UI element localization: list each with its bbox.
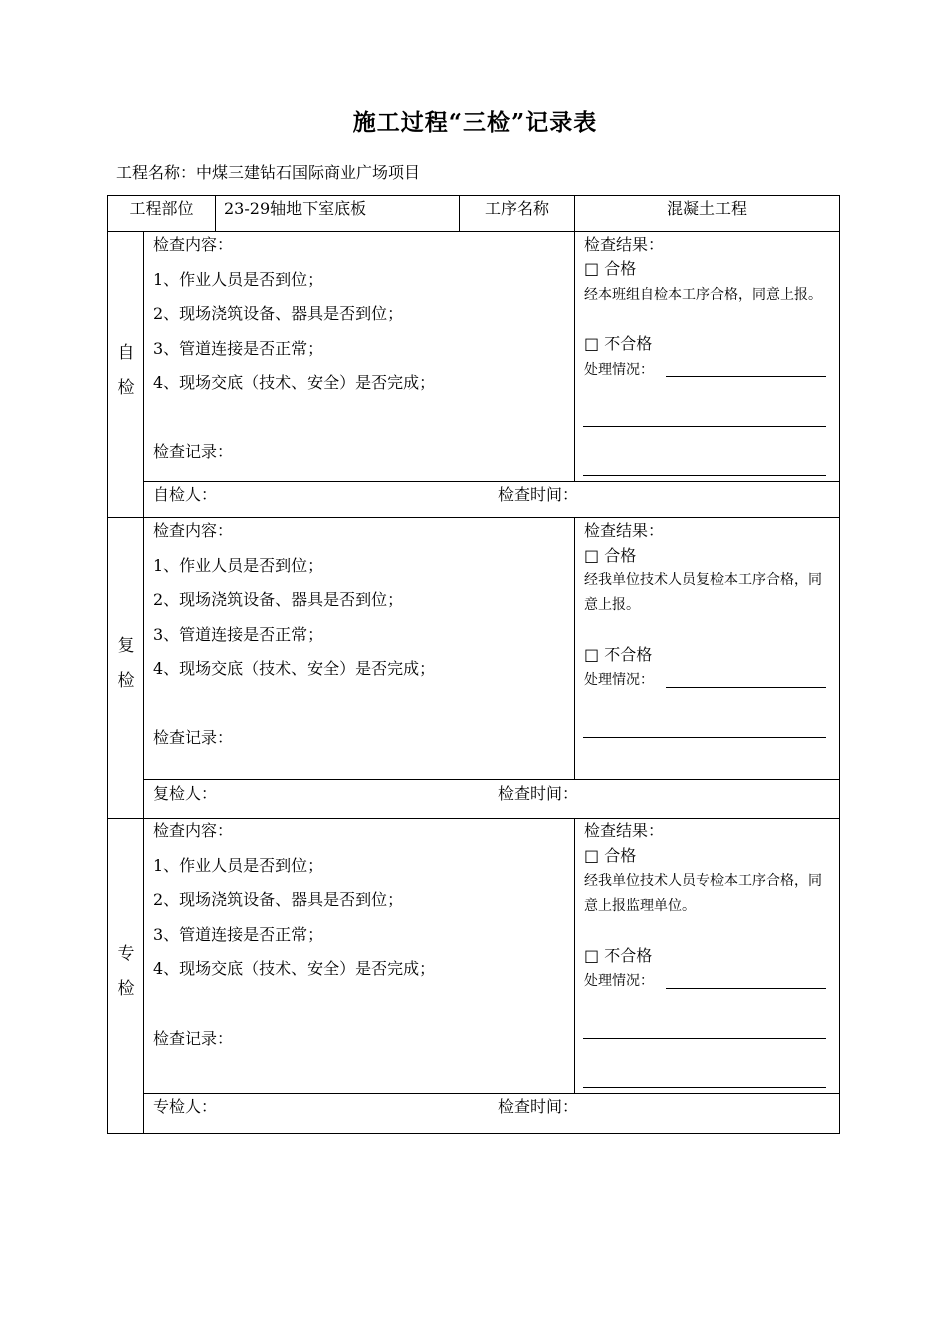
- record-label: 检查记录：: [153, 1029, 234, 1048]
- handling-line: [583, 1087, 826, 1088]
- fail-checkbox[interactable]: □ 不合格: [584, 946, 653, 965]
- handling-line: [583, 475, 826, 476]
- part-value: 23-29轴地下室底板: [224, 199, 367, 218]
- inspector-label: 自检人：: [153, 485, 218, 504]
- handling-line: [583, 737, 826, 738]
- result-label: 检查结果：: [584, 235, 665, 254]
- handling-label: 处理情况：: [584, 362, 654, 378]
- record-label: 检查记录：: [153, 442, 234, 461]
- time-label: 检查时间：: [498, 784, 579, 803]
- check-item: 2、现场浇筑设备、器具是否到位；: [153, 304, 404, 323]
- project-value: 中煤三建钻石国际商业广场项目: [196, 163, 421, 182]
- page-title: 施工过程“三检”记录表: [352, 109, 598, 136]
- record-label: 检查记录：: [153, 728, 234, 747]
- pass-note: 经本班组自检本工序合格，同意上报。: [584, 287, 822, 303]
- result-label: 检查结果：: [584, 821, 665, 840]
- time-label: 检查时间：: [498, 1097, 579, 1116]
- result-label: 检查结果：: [584, 521, 665, 540]
- project-name: [116, 160, 420, 183]
- inspector-label: 专检人：: [153, 1097, 218, 1116]
- process-value: 混凝土工程: [666, 199, 747, 218]
- content-label: 检查内容：: [153, 235, 234, 254]
- pass-checkbox[interactable]: □ 合格: [584, 259, 637, 278]
- handling-line: [666, 376, 826, 377]
- check-item: 1、作业人员是否到位；: [153, 856, 324, 875]
- check-item: 1、作业人员是否到位；: [153, 270, 324, 289]
- handling-line: [666, 687, 826, 688]
- content-label: 检查内容：: [153, 521, 234, 540]
- part-label: 工程部位: [129, 199, 194, 218]
- content-label: 检查内容：: [153, 821, 234, 840]
- pass-checkbox[interactable]: □ 合格: [584, 846, 637, 865]
- check-item: 4、现场交底（技术、安全）是否完成；: [153, 959, 436, 978]
- check-item: 4、现场交底（技术、安全）是否完成；: [153, 659, 436, 678]
- check-item: 1、作业人员是否到位；: [153, 556, 324, 575]
- handling-label: 处理情况：: [584, 672, 654, 688]
- time-label: 检查时间：: [498, 485, 579, 504]
- fail-checkbox[interactable]: □ 不合格: [584, 334, 653, 353]
- handling-line: [583, 426, 826, 427]
- section-label-special: 专 检: [117, 944, 135, 999]
- fail-checkbox[interactable]: □ 不合格: [584, 645, 653, 664]
- check-item: 3、管道连接是否正常；: [153, 925, 324, 944]
- check-item: 3、管道连接是否正常；: [153, 625, 324, 644]
- check-item: 2、现场浇筑设备、器具是否到位；: [153, 890, 404, 909]
- check-item: 3、管道连接是否正常；: [153, 339, 324, 358]
- pass-note: 经我单位技术人员专检本工序合格，同意上报监理单位。: [584, 873, 822, 914]
- project-label: 工程名称：: [116, 163, 197, 182]
- section-label-re: 复 检: [117, 636, 135, 691]
- inspector-label: 复检人：: [153, 784, 218, 803]
- pass-note: 经我单位技术人员复检本工序合格，同意上报。: [584, 572, 822, 613]
- check-item: 2、现场浇筑设备、器具是否到位；: [153, 590, 404, 609]
- handling-label: 处理情况：: [584, 973, 654, 989]
- pass-checkbox[interactable]: □ 合格: [584, 546, 637, 565]
- process-label: 工序名称: [484, 199, 549, 218]
- check-item: 4、现场交底（技术、安全）是否完成；: [153, 373, 436, 392]
- handling-line: [666, 988, 826, 989]
- handling-line: [583, 1038, 826, 1039]
- section-label-self: 自 检: [117, 343, 135, 398]
